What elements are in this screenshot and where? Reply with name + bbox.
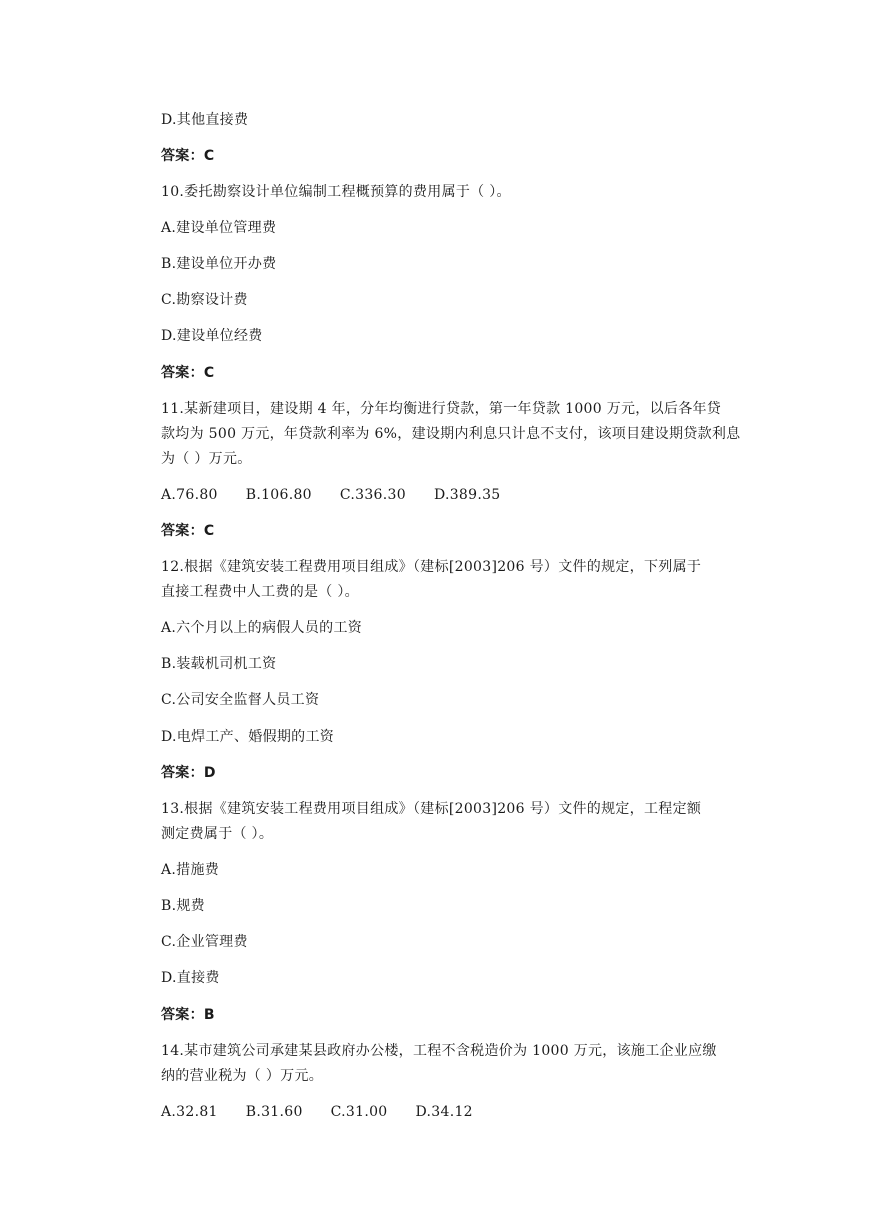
option-text: A.76.80 bbox=[161, 487, 218, 503]
options-row bbox=[161, 1102, 501, 1122]
question-stem: 12.根据《建筑安装工程费用项目组成》（建标[2003]206 号）文件的规定，下列属于 bbox=[161, 559, 702, 575]
answer-text: 答案：C bbox=[161, 365, 215, 381]
option-text: A.措施费 bbox=[161, 862, 220, 878]
option-text: C.31.00 bbox=[330, 1104, 388, 1120]
question-stem: 13.根据《建筑安装工程费用项目组成》（建标[2003]206 号）文件的规定，工程定额 bbox=[161, 801, 702, 817]
answer-text: 答案：C bbox=[161, 148, 215, 164]
option-text: C.勘察设计费 bbox=[161, 292, 248, 308]
option-text: D.电焊工产、婚假期的工资 bbox=[161, 729, 335, 745]
option-text: B.建设单位开办费 bbox=[161, 256, 277, 272]
option-text: C.公司安全监督人员工资 bbox=[161, 692, 320, 708]
answer-text: 答案：C bbox=[161, 523, 215, 539]
option-text: D.直接费 bbox=[161, 970, 220, 986]
question-stem: 纳的营业税为（ ）万元。 bbox=[161, 1068, 324, 1084]
question-stem: 11.某新建项目，建设期 4 年，分年均衡进行贷款，第一年贷款 1000 万元，以后各年贷 bbox=[161, 401, 722, 417]
question-stem: 直接工程费中人工费的是（ ）。 bbox=[161, 584, 359, 600]
question-stem: 款均为 500 万元，年贷款利率为 6%，建设期内利息只计息不支付，该项目建设期贷款利息 bbox=[161, 426, 741, 442]
question-stem: 14.某市建筑公司承建某县政府办公楼，工程不含税造价为 1000 万元，该施工企业应缴 bbox=[161, 1043, 717, 1059]
option-text: C.336.30 bbox=[339, 487, 406, 503]
option-text: B.规费 bbox=[161, 898, 205, 914]
option-text: D.其他直接费 bbox=[161, 112, 249, 128]
option-text: C.企业管理费 bbox=[161, 934, 248, 950]
answer-text: 答案：D bbox=[161, 765, 216, 781]
question-stem: 为（ ）万元。 bbox=[161, 451, 252, 467]
option-text: A.建设单位管理费 bbox=[161, 220, 277, 236]
question-stem: 测定费属于（ ）。 bbox=[161, 826, 274, 842]
option-text: B.106.80 bbox=[245, 487, 312, 503]
option-text: B.31.60 bbox=[245, 1104, 303, 1120]
answer-text: 答案：B bbox=[161, 1007, 215, 1023]
option-text: A.六个月以上的病假人员的工资 bbox=[161, 620, 363, 636]
question-stem: 10.委托勘察设计单位编制工程概预算的费用属于（ ）。 bbox=[161, 184, 511, 200]
options-row bbox=[161, 485, 529, 505]
option-text: D.建设单位经费 bbox=[161, 328, 263, 344]
option-text: D.389.35 bbox=[433, 487, 501, 503]
option-text: B.装载机司机工资 bbox=[161, 656, 277, 672]
option-text: D.34.12 bbox=[415, 1104, 473, 1120]
option-text: A.32.81 bbox=[161, 1104, 218, 1120]
